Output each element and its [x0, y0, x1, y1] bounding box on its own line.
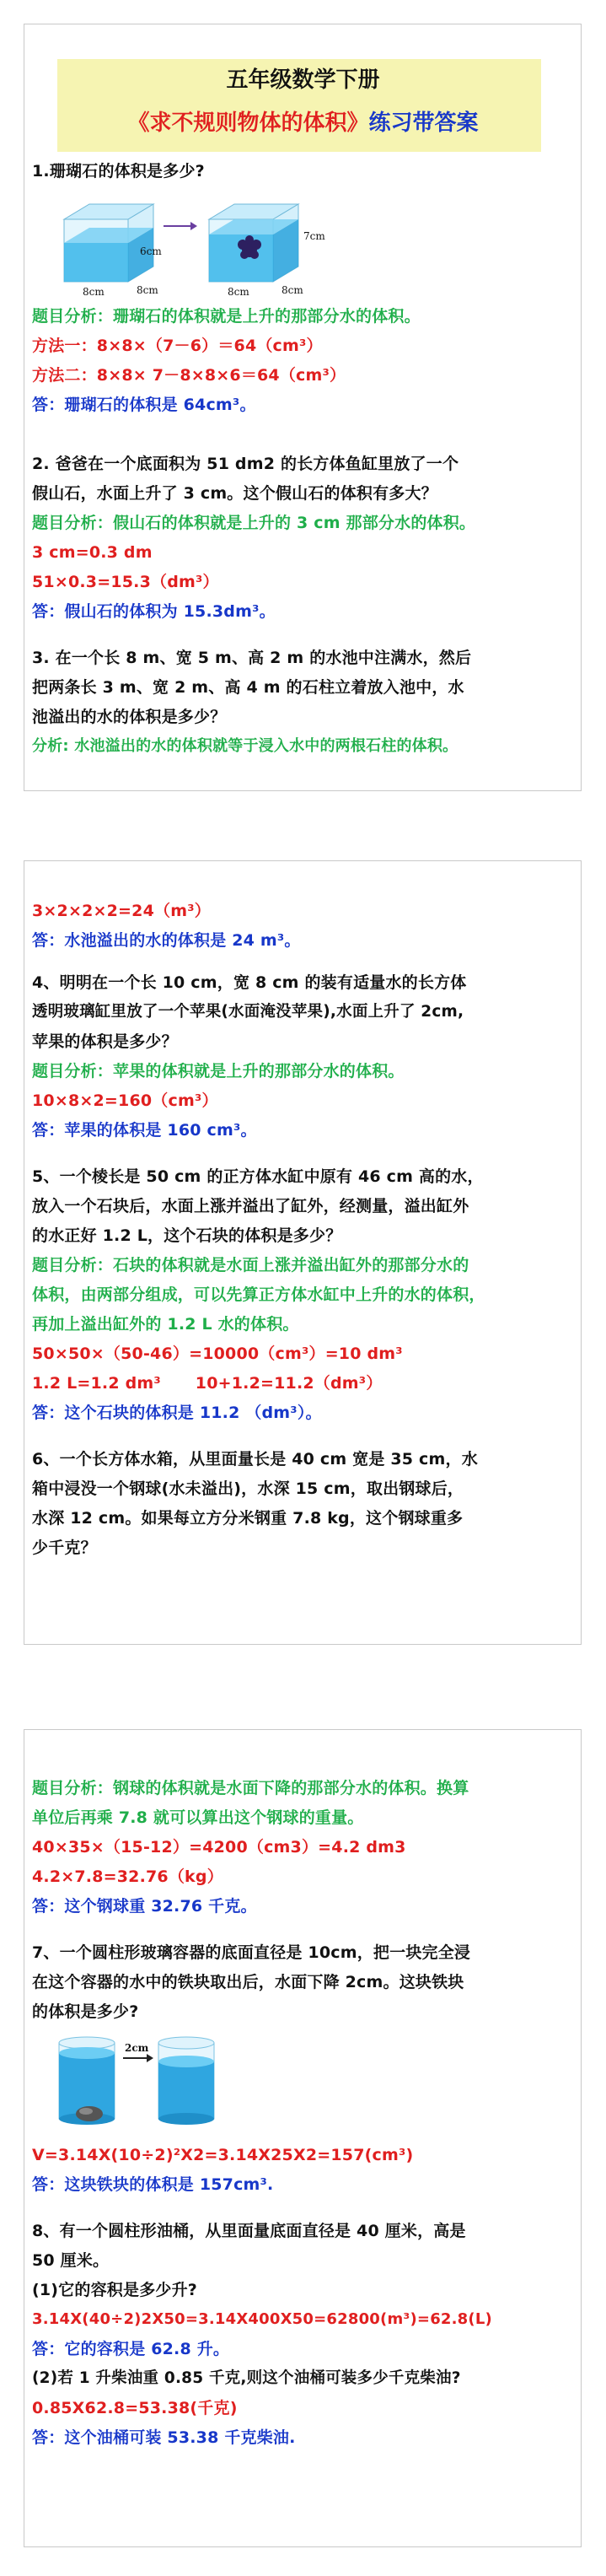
cylinder-after	[158, 2037, 214, 2125]
q8-text-1: 8、有一个圆柱形油桶，从里面量底面直径是 40 厘米，高是	[32, 2222, 466, 2240]
q8-answer-2: 答：这个油桶可装 53.38 千克柴油.	[32, 2428, 296, 2447]
fig1-label-8cm-b: 8cm	[137, 284, 158, 296]
page-title: 五年级数学下册	[226, 67, 380, 93]
q8-text-2: 50 厘米。	[32, 2251, 110, 2270]
q4-answer: 答：苹果的体积是 160 cm³。	[32, 1121, 257, 1140]
q2-text-2: 假山石，水面上升了 3 cm。这个假山石的体积有多大？	[32, 484, 437, 503]
q6-text-4: 少千克？	[32, 1539, 97, 1557]
q5-text-1: 5、一个棱长是 50 cm 的正方体水缸中原有 46 cm 高的水，	[32, 1167, 484, 1186]
q5-text-3: 的水正好 1.2 L，这个石块的体积是多少？	[32, 1226, 342, 1245]
fig1-label-7cm: 7cm	[303, 230, 325, 242]
q8-step-2: 0.85X62.8=53.38(千克)	[32, 2399, 238, 2417]
q2-analysis: 题目分析：假山石的体积就是上升的 3 cm 那部分水的体积。	[32, 514, 476, 532]
q7-text-1: 7、一个圆柱形玻璃容器的底面直径是 10cm，把一块完全浸	[32, 1943, 471, 1962]
q6-answer: 答：这个钢球重 32.76 千克。	[32, 1897, 257, 1916]
cube-after	[209, 204, 325, 298]
q6-text-2: 箱中浸没一个钢球(水未溢出)，水深 15 cm，取出钢球后，	[32, 1479, 464, 1498]
q8-answer-1: 答：它的容积是 62.8 升。	[32, 2340, 230, 2358]
fig1-label-8cm-d: 8cm	[282, 284, 303, 296]
q4-text-2: 透明玻璃缸里放了一个苹果(水面淹没苹果),水面上升了 2cm,	[32, 1003, 464, 1021]
q7-figure	[56, 2033, 224, 2132]
fig1-label-6cm: 6cm	[140, 245, 162, 257]
q2-step-1: 3 cm=0.3 dm	[32, 543, 153, 562]
q1-method-1: 方法一：8×8×（7－6）＝64（cm³）	[32, 337, 323, 355]
cylinder-with-iron	[59, 2037, 115, 2125]
q6-analysis-1: 题目分析：钢球的体积就是水面下降的那部分水的体积。换算	[32, 1779, 469, 1797]
q3-text-2: 把两条长 3 m、宽 2 m、高 4 m 的石柱立着放入池中，水	[32, 678, 464, 697]
q1-figure	[56, 201, 334, 300]
q5-step-2: 1.2 L=1.2 dm³ 10+1.2=11.2（dm³）	[32, 1374, 383, 1393]
q5-analysis-3: 再加上溢出缸外的 1.2 L 水的体积。	[32, 1315, 299, 1334]
q2-answer: 答：假山石的体积为 15.3dm³。	[32, 602, 276, 621]
q1-answer: 答：珊瑚石的体积是 64cm³。	[32, 396, 256, 414]
q1-analysis: 题目分析：珊瑚石的体积就是上升的那部分水的体积。	[32, 307, 421, 326]
arrow-icon	[164, 222, 197, 230]
fig1-label-8cm-c: 8cm	[228, 286, 249, 298]
q8-step-1: 3.14X(40÷2)2X50=3.14X400X50=62800(m³)=62.8(L)	[32, 2310, 492, 2328]
q1-method-2: 方法二：8×8× 7－8×8×6＝64（cm³）	[32, 366, 346, 385]
cube-before	[64, 204, 162, 298]
q6-step-2: 4.2×7.8=32.76（kg）	[32, 1867, 223, 1886]
q3-analysis: 分析: 水池溢出的水的体积就等于浸入水中的两根石柱的体积。	[32, 737, 459, 755]
q8-part-2: (2)若 1 升柴油重 0.85 千克,则这个油桶可装多少千克柴油?	[32, 2369, 461, 2387]
q8-part-1: (1)它的容积是多少升?	[32, 2281, 198, 2299]
q6-text-1: 6、一个长方体水箱，从里面量长是 40 cm 宽是 35 cm，水	[32, 1450, 478, 1469]
q5-analysis-2: 体积，由两部分组成，可以先算正方体水缸中上升的水的体积，	[32, 1285, 485, 1304]
q3-step-1: 3×2×2×2=24（m³）	[32, 902, 211, 920]
subtitle-topic: 《求不规则物体的体积》	[127, 110, 369, 136]
q4-step-1: 10×8×2=160（cm³）	[32, 1091, 218, 1110]
q6-step-1: 40×35×（15-12）=4200（cm3）=4.2 dm3	[32, 1838, 406, 1857]
q6-analysis-2: 单位后再乘 7.8 就可以算出这个钢球的重量。	[32, 1808, 364, 1827]
q4-analysis: 题目分析：苹果的体积就是上升的那部分水的体积。	[32, 1062, 405, 1081]
q3-text-3: 池溢出的水的体积是多少？	[32, 708, 227, 726]
fig1-label-8cm-a: 8cm	[83, 286, 105, 298]
q5-analysis-1: 题目分析：石块的体积就是水面上涨并溢出缸外的那部分水的	[32, 1256, 469, 1275]
subtitle-suffix: 练习带答案	[368, 110, 479, 136]
q2-text-1: 2. 爸爸在一个底面积为 51 dm2 的长方体鱼缸里放了一个	[32, 455, 459, 473]
q5-step-1: 50×50×（50-46）=10000（cm³）=10 dm³	[32, 1345, 403, 1363]
q3-text-1: 3. 在一个长 8 m、宽 5 m、高 2 m 的水池中注满水，然后	[32, 649, 472, 667]
q7-text-2: 在这个容器的水中的铁块取出后，水面下降 2cm。这块铁块	[32, 1973, 464, 1991]
q6-text-3: 水深 12 cm。如果每立方分米钢重 7.8 kg，这个钢球重多	[32, 1509, 464, 1528]
q7-step-1: V=3.14X(10÷2)²X2=3.14X25X2=157(cm³)	[32, 2146, 414, 2164]
iron-block-icon	[76, 2106, 103, 2121]
page-subtitle	[0, 105, 606, 137]
q7-answer: 答：这块铁块的体积是 157cm³.	[32, 2175, 274, 2194]
arrow-icon	[123, 2054, 153, 2062]
q4-text-1: 4、明明在一个长 10 cm，宽 8 cm 的装有适量水的长方体	[32, 973, 467, 992]
q3-answer: 答：水池溢出的水的体积是 24 m³。	[32, 931, 301, 950]
q2-step-2: 51×0.3=15.3（dm³）	[32, 573, 219, 591]
q5-text-2: 放入一个石块后，水面上涨并溢出了缸外，经测量，溢出缸外	[32, 1197, 469, 1215]
q7-text-3: 的体积是多少?	[32, 2002, 139, 2021]
q1-text: 1.珊瑚石的体积是多少?	[32, 162, 205, 181]
fig2-label-2cm: 2cm	[125, 2042, 149, 2054]
q4-text-3: 苹果的体积是多少？	[32, 1032, 178, 1051]
q5-answer: 答：这个石块的体积是 11.2 （dm³）。	[32, 1404, 322, 1422]
